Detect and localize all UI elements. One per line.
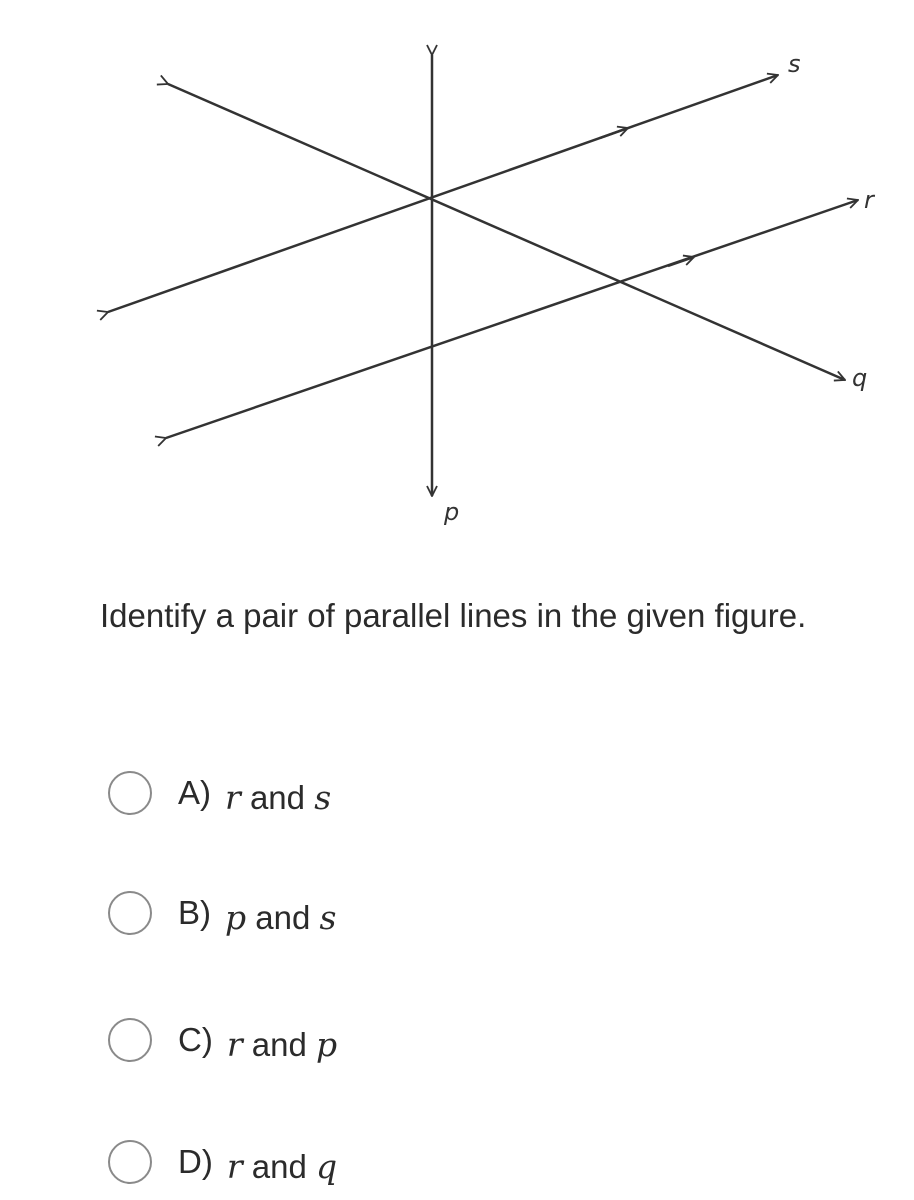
geometry-figure [0,0,914,560]
radio-button[interactable] [108,891,152,935]
option-letter: C) [178,1021,213,1058]
option-var-first: r [226,1146,243,1186]
option-conj: and [255,898,311,936]
label-s: s [788,50,801,78]
label-r: r [864,186,874,214]
line-q [168,84,845,380]
line-s-midarrow [600,128,628,138]
line-r-midarrow [668,257,694,266]
label-q: q [852,364,868,392]
option-var-second: s [319,897,337,937]
radio-button[interactable] [108,1018,152,1062]
option-d[interactable] [108,1137,337,1187]
option-conj: and [251,1025,307,1063]
option-text [225,778,331,817]
option-var-second: q [316,1146,338,1186]
option-var-first: r [226,1024,243,1064]
option-a[interactable] [108,768,331,818]
line-s [108,75,778,312]
option-letter: D) [178,1143,213,1180]
question-text: Identify a pair of parallel lines in the given figure. [100,597,807,634]
option-text [225,898,336,937]
radio-button[interactable] [108,771,152,815]
option-conj: and [251,1147,307,1185]
option-text [227,1025,337,1064]
option-conj: and [249,778,306,816]
option-var-second: s [314,777,332,817]
option-letter: B) [178,894,211,931]
label-p: p [444,498,460,526]
option-b[interactable] [108,888,336,938]
option-var-first: p [225,897,247,937]
radio-button[interactable] [108,1140,152,1184]
option-text [227,1147,337,1186]
option-var-first: r [225,777,241,817]
option-c[interactable] [108,1015,337,1065]
option-var-second: p [316,1024,338,1064]
option-letter: A) [178,774,211,811]
